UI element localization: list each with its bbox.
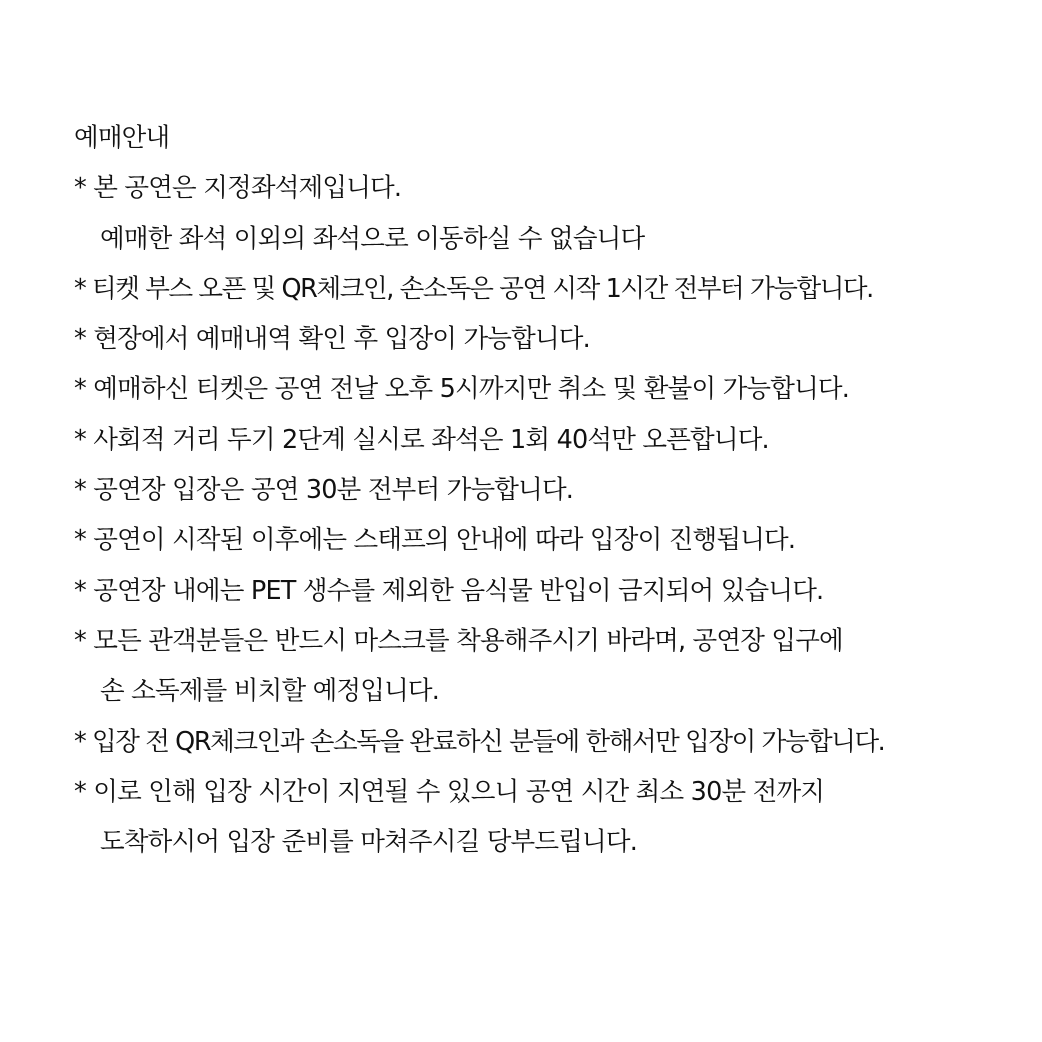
notice-line-continuation: 도착하시어 입장 준비를 마쳐주시길 당부드립니다. [100,827,638,858]
notice-line: * 공연장 입장은 공연 30분 전부터 가능합니다. [74,475,574,506]
notice-line: * 공연이 시작된 이후에는 스태프의 안내에 따라 입장이 진행됩니다. [74,525,796,556]
notice-line: * 본 공연은 지정좌석제입니다. [74,173,402,204]
notice-line: * 공연장 내에는 PET 생수를 제외한 음식물 반입이 금지되어 있습니다. [74,575,824,606]
reservation-notice [74,113,1034,867]
notice-line: * 모든 관객분들은 반드시 마스크를 착용해주시기 바라며, 공연장 입구에 [74,625,843,656]
notice-line: * 현장에서 예매내역 확인 후 입장이 가능합니다. [74,324,590,355]
notice-title: 예매안내 [74,123,170,153]
notice-line: * 티켓 부스 오픈 및 QR체크인, 손소독은 공연 시작 1시간 전부터 가능합니다. [74,273,873,304]
notice-line: * 예매하신 티켓은 공연 전날 오후 5시까지만 취소 및 환불이 가능합니다. [74,374,850,405]
notice-line-continuation: 손 소독제를 비치할 예정입니다. [100,676,440,707]
notice-line: * 사회적 거리 두기 2단계 실시로 좌석은 1회 40석만 오픈합니다. [74,424,769,455]
notice-line: * 입장 전 QR체크인과 손소독을 완료하신 분들에 한해서만 입장이 가능합니다. [74,726,885,757]
notice-line: * 이로 인해 입장 시간이 지연될 수 있으니 공연 시간 최소 30분 전까지 [74,776,825,807]
notice-line-continuation: 예매한 좌석 이외의 좌석으로 이동하실 수 없습니다 [100,223,645,254]
